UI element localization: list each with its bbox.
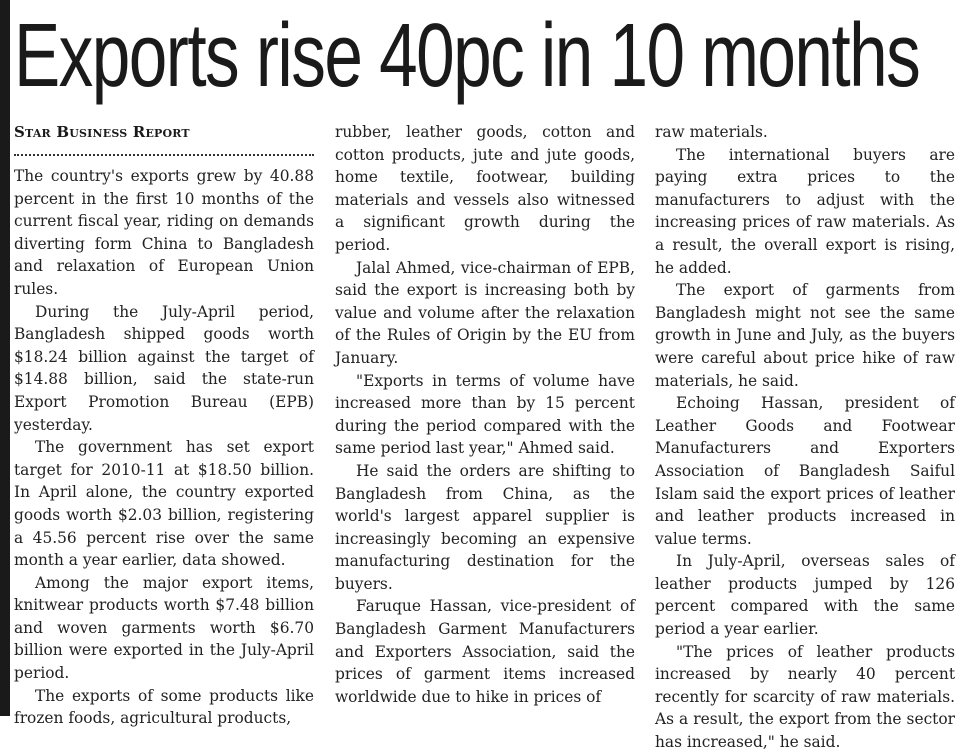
byline-divider <box>14 143 314 156</box>
byline: Star Business Report <box>14 123 190 141</box>
paragraph: "The prices of leather products increased by nearly 40 percent recently for scarcity of raw materials. As a result, the export from the sector has increased," he said. <box>655 642 955 752</box>
article-column-2 <box>335 121 635 716</box>
paragraph: The government has set export target for 2010-11 at $18.50 billion. In April alone, the country exported goods worth $2.03 billion, registering a 45.56 percent rise over the same month a year earlier, data showed. <box>14 438 314 570</box>
paragraph-continued: rubber, leather goods, cotton and cotton products, jute and jute goods, home textile, footwear, building materials and vessels also witnessed a significant growth during the period. <box>335 123 635 254</box>
paragraph: The international buyers are paying extra prices to the manufacturers to adjust with the increasing prices of raw materials. As a result, the overall export is rising, he added. <box>655 145 955 277</box>
paragraph: Faruque Hassan, vice-president of Bangladesh Garment Manufacturers and Exporters Association, said the prices of garment items increased worldwide due to hike in prices of <box>335 597 635 706</box>
paragraph: Echoing Hassan, president of Leather Goods and Footwear Manufacturers and Exporters Association of Bangladesh Saiful Islam said the export prices of leather and leather products increased in value terms. <box>655 394 955 548</box>
paragraph: Jalal Ahmed, vice-chairman of EPB, said the export is increasing both by value and volume after the relaxation of the Rules of Origin by the EU from January. <box>335 258 635 367</box>
paragraph: He said the orders are shifting to Bangladesh from China, as the world's largest apparel supplier is increasingly becoming an expensive manufacturing destination for the buyers. <box>335 461 635 593</box>
paragraph: In July-April, overseas sales of leather products jumped by 126 percent compared with the same period a year earlier. <box>655 552 955 639</box>
paragraph: The export of garments from Bangladesh might not see the same growth in June and July, as the buyers were careful about price hike of raw materials, he said. <box>655 281 955 390</box>
paragraph: During the July-April period, Bangladesh shipped goods worth $18.24 billion against the target of $14.88 billion, said the state-run Export Promotion Bureau (EPB) yesterday. <box>14 302 314 434</box>
paragraph: Among the major export items, knitwear products worth $7.48 billion and woven garments worth $6.70 billion were exported in the July-April period. <box>14 573 314 683</box>
paragraph: "Exports in terms of volume have increased more than by 15 percent during the period compared with the same period last year," Ahmed said. <box>335 371 635 458</box>
article-column-1 <box>14 121 314 728</box>
headline: Exports rise 40pc in 10 months <box>14 6 920 106</box>
paragraph: The exports of some products like frozen foods, agricultural products, <box>14 686 314 728</box>
paragraph: The country's exports grew by 40.88 percent in the first 10 months of the current fiscal year, riding on demands diverting form China to Bangladesh and relaxation of European Union rules. <box>14 167 314 298</box>
article-column-3 <box>655 121 955 752</box>
left-edge-bar <box>0 0 10 716</box>
paragraph-continued: raw materials. <box>655 123 768 141</box>
